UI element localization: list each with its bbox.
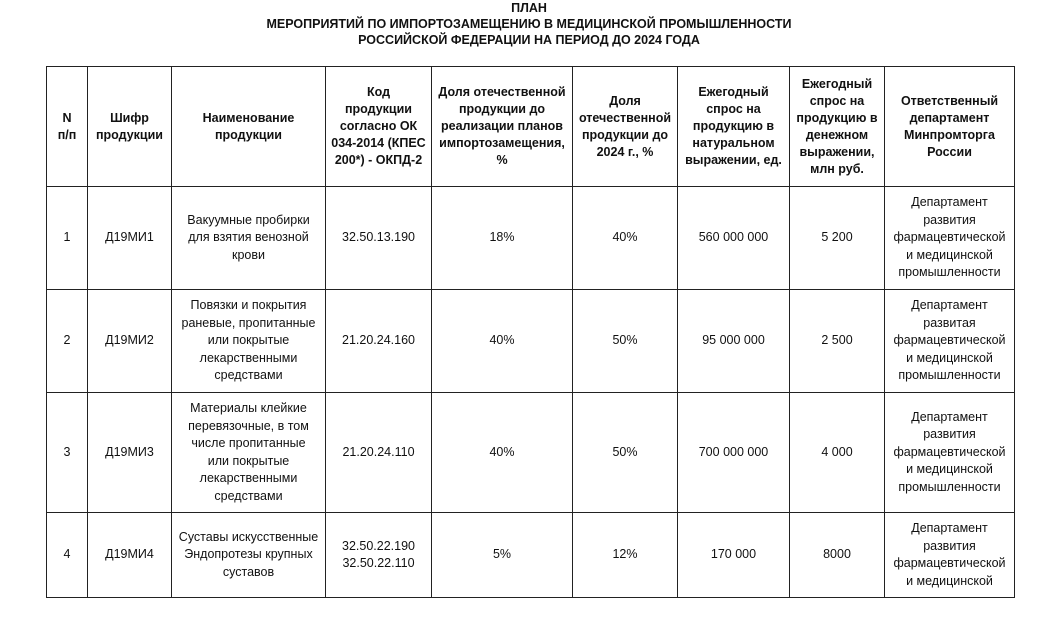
text-line: Шифр <box>110 110 149 125</box>
text-line: продукции <box>344 102 412 116</box>
cell-share-2024: 40% <box>573 187 678 290</box>
cell-okpd <box>326 393 432 513</box>
col-header-code <box>88 67 172 187</box>
text-line: спрос на <box>706 102 761 116</box>
col-header-okpd <box>326 67 432 187</box>
text-line: числе пропитанные <box>191 436 306 450</box>
cell-dept <box>885 393 1015 513</box>
text-line: 034-2014 (КПЕС <box>331 136 426 150</box>
text-line: фармацевтической <box>893 333 1006 348</box>
text-line: продукцию в <box>796 110 878 125</box>
cell-share-2024: 12% <box>573 513 678 598</box>
text-line: для взятия венозной <box>188 230 309 245</box>
cell-okpd <box>326 187 432 290</box>
text-line: 21.20.24.160 <box>342 333 415 348</box>
text-line: Ежегодный <box>698 85 769 99</box>
cell-share-2024: 50% <box>573 393 678 513</box>
text-line: фармацевтической <box>893 444 1006 459</box>
cell-share-before: 40% <box>432 290 573 393</box>
text-line: натуральном <box>692 136 775 150</box>
cell-code: Д19МИ1 <box>88 187 172 290</box>
text-line: N <box>62 110 72 125</box>
text-line: лекарственными <box>199 471 298 485</box>
cell-num: 2 <box>47 290 88 393</box>
col-header-dept <box>885 67 1015 187</box>
title-line-2: МЕРОПРИЯТИЙ ПО ИМПОРТОЗАМЕЩЕНИЮ В МЕДИЦИНСКОЙ ПРОМЫШЛЕННОСТИ <box>266 17 792 31</box>
text-line: продукции до <box>458 102 546 116</box>
document-title <box>0 0 1040 48</box>
text-line: или покрытые <box>207 333 290 348</box>
cell-num: 3 <box>47 393 88 513</box>
cell-name <box>172 187 326 290</box>
cell-dept <box>885 187 1015 290</box>
text-line: отечественной <box>578 110 672 125</box>
table-row <box>47 393 1015 513</box>
title-line-3: РОССИЙСКОЙ ФЕДЕРАЦИИ НА ПЕРИОД ДО 2024 ГОДА <box>358 33 700 47</box>
cell-share-before: 18% <box>432 187 573 290</box>
cell-okpd <box>326 513 432 598</box>
cell-name <box>172 290 326 393</box>
col-header-share-before <box>432 67 573 187</box>
cell-dept <box>885 290 1015 393</box>
text-line: развития <box>923 212 976 227</box>
cell-code: Д19МИ2 <box>88 290 172 393</box>
text-line: спрос на <box>809 93 865 108</box>
text-line: Ответственный <box>900 93 999 108</box>
text-line: Доля <box>609 93 641 108</box>
text-line: крови <box>232 247 265 262</box>
text-line: 200*) - ОКПД-2 <box>334 153 423 167</box>
cell-demand-units: 700 000 000 <box>678 393 790 513</box>
cell-code: Д19МИ4 <box>88 513 172 598</box>
text-line: продукции до <box>581 127 669 142</box>
text-line: департамент <box>909 110 990 125</box>
title-line-1: ПЛАН <box>511 1 547 15</box>
cell-demand-units: 170 000 <box>678 513 790 598</box>
text-line: Повязки и покрытия <box>190 298 307 313</box>
text-line: импортозамещения, <box>439 136 565 150</box>
cell-dept <box>885 513 1015 598</box>
text-line: реализации планов <box>440 119 563 133</box>
cell-okpd <box>326 290 432 393</box>
cell-demand-units: 95 000 000 <box>678 290 790 393</box>
col-header-name <box>172 67 326 187</box>
text-line: или покрытые <box>207 453 290 468</box>
text-line: Минпромторга <box>904 127 995 142</box>
cell-code: Д19МИ3 <box>88 393 172 513</box>
text-line: России <box>927 144 972 159</box>
cell-demand-money: 5 200 <box>790 187 885 290</box>
text-line: Департамент <box>911 409 988 424</box>
text-line: Департамент <box>911 298 988 313</box>
col-header-share-2024 <box>573 67 678 187</box>
cell-name <box>172 393 326 513</box>
cell-share-before: 5% <box>432 513 573 598</box>
cell-demand-money: 8000 <box>790 513 885 598</box>
table-row <box>47 290 1015 393</box>
text-line: раневые, пропитанные <box>181 315 316 330</box>
table-header-row <box>47 67 1015 187</box>
text-line: 2024 г., % <box>596 144 654 159</box>
text-line: средствами <box>214 368 283 383</box>
cell-num: 1 <box>47 187 88 290</box>
text-line: фармацевтической <box>893 556 1006 570</box>
text-line: Материалы клейкие <box>190 401 307 415</box>
table-row <box>47 187 1015 290</box>
text-line: согласно ОК <box>339 119 418 133</box>
text-line: продукции <box>214 127 282 142</box>
text-line: 32.50.22.190 <box>342 538 415 553</box>
text-line: и медицинской <box>906 247 993 262</box>
text-line: промышленности <box>898 479 1001 494</box>
text-line: Суставы искусственные <box>178 529 319 544</box>
text-line: фармацевтической <box>893 230 1006 245</box>
text-line: денежном <box>805 127 869 142</box>
text-line: млн руб. <box>810 161 864 176</box>
text-line: Эндопротезы крупных <box>184 547 313 562</box>
text-line: 32.50.22.110 <box>342 556 415 570</box>
text-line: развития <box>923 538 976 553</box>
text-line: 21.20.24.110 <box>342 444 415 459</box>
cell-demand-units: 560 000 000 <box>678 187 790 290</box>
text-line: развитая <box>923 315 976 330</box>
table-row <box>47 513 1015 598</box>
text-line: продукции <box>95 127 163 142</box>
text-line: суставов <box>222 564 275 579</box>
text-line: Доля отечественной <box>438 85 566 99</box>
cell-demand-money: 2 500 <box>790 290 885 393</box>
col-header-demand-units <box>678 67 790 187</box>
plan-table <box>46 66 1015 598</box>
text-line: Ежегодный <box>801 76 873 91</box>
text-line: средствами <box>214 488 283 503</box>
text-line: п/п <box>57 127 77 142</box>
text-line: перевязочные, в том <box>188 418 309 433</box>
text-line: Департамент <box>911 195 988 210</box>
cell-name <box>172 513 326 598</box>
text-line: лекарственными <box>199 350 298 365</box>
text-line: промышленности <box>898 265 1001 280</box>
text-line: Департамент <box>911 521 988 535</box>
cell-share-before: 40% <box>432 393 573 513</box>
text-line: 32.50.13.190 <box>342 230 415 245</box>
cell-demand-money: 4 000 <box>790 393 885 513</box>
cell-share-2024: 50% <box>573 290 678 393</box>
col-header-num <box>47 67 88 187</box>
text-line: и медицинской <box>906 350 993 365</box>
text-line: развития <box>923 427 976 442</box>
text-line: выражении, <box>799 144 875 159</box>
text-line: промышленности <box>898 368 1001 383</box>
text-line: и медицинской <box>906 573 993 588</box>
text-line: % <box>496 153 508 167</box>
col-header-demand-money <box>790 67 885 187</box>
text-line: выражении, ед. <box>685 153 782 167</box>
text-line: Вакуумные пробирки <box>187 212 310 227</box>
cell-num: 4 <box>47 513 88 598</box>
text-line: Код <box>366 85 391 99</box>
text-line: Наименование <box>202 110 295 125</box>
text-line: и медицинской <box>906 462 993 477</box>
text-line: продукцию в <box>692 119 775 133</box>
